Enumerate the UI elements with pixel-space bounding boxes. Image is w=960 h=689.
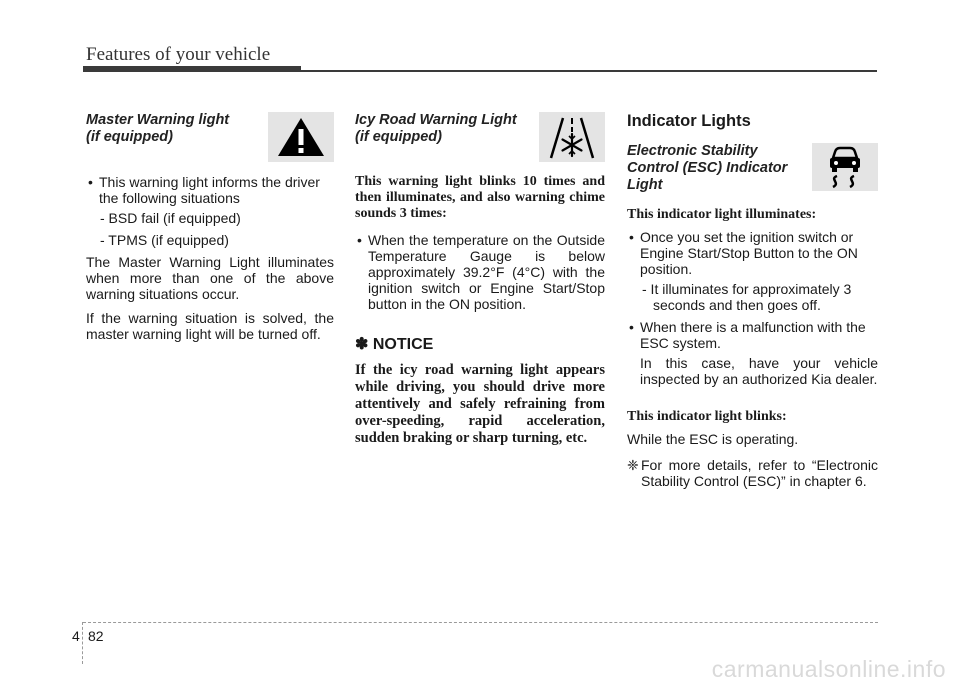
master-warning-para-1: The Master Warning Light illuminates when more than one of the above warning situations occur. [86, 254, 334, 302]
master-warning-bullet: • This warning light informs the driver the following situations [86, 174, 334, 206]
esc-skid-car-icon [812, 143, 878, 191]
esc-reference [627, 457, 878, 489]
esc-bullet-malfunction: • When there is a malfunction with the ESC system. [627, 319, 878, 351]
icy-road-heading-row [355, 112, 605, 164]
reference-text: For more details, refer to “Electronic Stability Control (ESC)” in chapter 6. [641, 457, 878, 489]
esc-bullet-ignition: • Once you set the ignition switch or Engine Start/Stop Button to the ON position. [627, 229, 878, 277]
master-warning-triangle-icon [268, 112, 334, 162]
notice-heading: ✽ NOTICE [355, 336, 434, 353]
icy-road-intro: This warning light blinks 10 times and then illuminates, and also warning chime sounds 3 times: [355, 174, 605, 221]
esc-heading-row [627, 143, 878, 199]
esc-heading: Electronic Stability Control (ESC) Indicator Light [627, 143, 788, 193]
page-number: 82 [88, 628, 104, 644]
esc-blinks-text: While the ESC is operating. [627, 431, 799, 447]
header-bar [83, 66, 301, 72]
bsd-fail-item: - BSD fail (if equipped) [100, 210, 241, 226]
column-indicator-lights [627, 112, 878, 489]
column-master-warning [86, 112, 334, 350]
icy-road-heading: Icy Road Warning Light (if equipped) [355, 112, 517, 145]
master-warning-heading-row [86, 112, 334, 164]
master-warning-para-2: If the warning situation is solved, the master warning light will be turned off. [86, 310, 334, 342]
reference-mark-icon: ❈ [627, 457, 639, 473]
footer-divider [82, 622, 83, 664]
tpms-item: - TPMS (if equipped) [100, 232, 229, 248]
page-header-title: Features of your vehicle [86, 44, 271, 65]
esc-illuminates-heading: This indicator light illuminates: [627, 207, 817, 222]
master-warning-heading: Master Warning light (if equipped) [86, 112, 230, 145]
chapter-number: 4 [72, 628, 80, 644]
icy-road-warning-icon [539, 112, 605, 162]
column-icy-road [355, 112, 605, 447]
header-rule [301, 70, 877, 72]
esc-blinks-heading: This indicator light blinks: [627, 409, 787, 424]
notice-text: If the icy road warning light appears while driving, you should drive more attentively and safely refraining from over-speeding, rapid acceleration, sudden braking or sharp turning, etc. [355, 362, 605, 446]
esc-malfunction-detail: In this case, have your vehicle inspected by an authorized Kia dealer. [640, 355, 878, 387]
footer-rule [83, 622, 878, 623]
esc-sub-item: - It illuminates for approximately 3 seconds and then goes off. [642, 281, 852, 313]
watermark: carmanualsonline.info [711, 656, 946, 682]
icy-road-bullet: • When the temperature on the Outside Temperature Gauge is below approximately 39.2°F (4°C) with the ignition switch or Engine Start/Stop button in the ON position. [355, 232, 605, 312]
indicator-lights-heading: Indicator Lights [627, 112, 751, 130]
